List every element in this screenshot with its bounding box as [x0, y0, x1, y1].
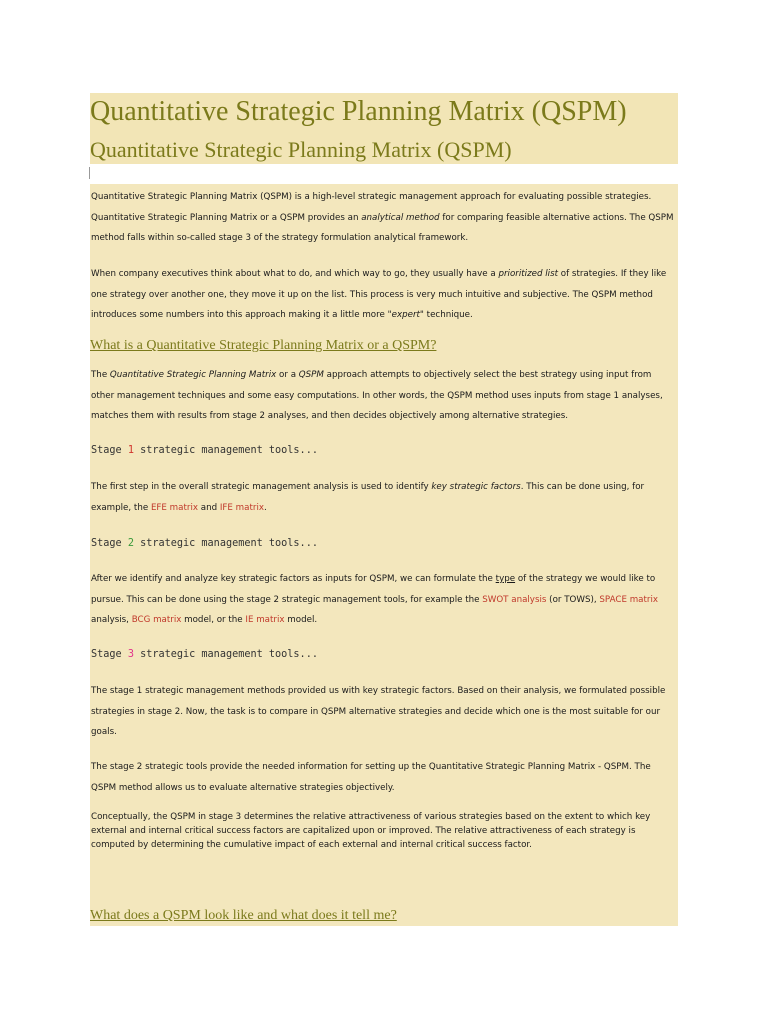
intro-emphasis: analytical method — [361, 212, 440, 223]
stage3-number: 3 — [127, 649, 134, 660]
intro-paragraph — [91, 187, 677, 249]
para2-text-a: When company executives think about what to do, and which way to go, they usually have a — [91, 269, 499, 279]
para2-emphasis-list: prioritized list — [498, 269, 559, 279]
intro-text-c: for comparing feasible alternative actions. The QSPM method falls within so-called stage 3 of the strategy formulation analytical framework. — [91, 212, 674, 243]
intro-text-a: Quantitative Strategic Planning Matrix (QSPM) is a high-level strategic management approach for evaluating possible strategies. Quantitative Strategic Planning Matrix or a QSPM provides an — [91, 192, 652, 223]
para4-text-g: . — [264, 502, 267, 513]
para2-text-e: " technique. — [419, 310, 473, 320]
para5-text-a: After we identify and analyze key strategic factors as inputs for QSPM, we can formulate the — [91, 574, 496, 584]
space-matrix-link[interactable]: SPACE matrix — [599, 594, 659, 605]
para5-text-k: model. — [284, 615, 318, 625]
stage1-suffix: strategic management tools... — [133, 445, 318, 456]
para3-emphasis-name: Quantitative Strategic Planning Matrix — [109, 370, 277, 380]
stage-3-label — [91, 648, 318, 662]
stage2-number: 2 — [127, 538, 134, 549]
para4-text-e: and — [198, 502, 220, 513]
paragraph-4 — [91, 477, 677, 518]
para4-text-a: The first step in the overall strategic management analysis is used to identify — [91, 482, 432, 492]
page-title: Quantitative Strategic Planning Matrix (QSPM) — [90, 96, 627, 127]
efe-matrix-link[interactable]: EFE matrix — [150, 502, 198, 513]
para5-text-e: (or TOWS), — [546, 594, 600, 605]
bcg-matrix-link[interactable]: BCG matrix — [131, 615, 182, 625]
ife-matrix-link[interactable]: IFE matrix — [219, 502, 265, 513]
stage3-suffix: strategic management tools... — [133, 649, 318, 660]
paragraph-2 — [91, 264, 677, 326]
para2-text-c: of strategies. If they like one strategy over another one, they move it up on the list. This process is very much intuitive and subjective. The QSPM method introduces some numbers into this approach making it a little more " — [91, 269, 667, 320]
para3-text-e: approach attempts to objectively select the best strategy using input from other management techniques and some easy computations. In other words, the QSPM method uses inputs from stage 1 analyses, matches them with results from stage 2 analyses, and then decides objectively among alternative strategies. — [91, 370, 663, 421]
type-link[interactable]: type — [495, 574, 516, 584]
ie-matrix-link[interactable]: IE matrix — [245, 615, 285, 625]
text-cursor-mark — [89, 167, 90, 179]
paragraph-7: The stage 2 strategic tools provide the needed information for setting up the Quantitative Strategic Planning Matrix - QSPM. The QSPM method allows us to evaluate alternative strategies objectively. — [91, 762, 651, 793]
swot-analysis-link[interactable]: SWOT analysis — [482, 594, 547, 605]
stage-2-label — [91, 537, 318, 551]
section-heading-what-is-qspm: What is a Quantitative Strategic Planning Matrix or a QSPM? — [90, 338, 437, 353]
stage1-prefix: Stage — [91, 445, 128, 456]
stage2-prefix: Stage — [91, 538, 128, 549]
para5-text-g: analysis, — [91, 615, 132, 625]
section-heading-qspm-look: What does a QSPM look like and what does it tell me? — [90, 908, 397, 923]
para5-text-i: model, or the — [181, 615, 246, 625]
para4-emphasis: key strategic factors — [431, 482, 521, 492]
para3-text-c: or a — [276, 370, 299, 380]
para4-text-c: . This can be done using, for example, the — [91, 482, 645, 513]
stage2-suffix: strategic management tools... — [133, 538, 318, 549]
page-subtitle: Quantitative Strategic Planning Matrix (QSPM) — [90, 137, 512, 162]
stage-1-label — [91, 444, 318, 458]
para3-emphasis-qspm: QSPM — [298, 370, 324, 380]
para2-emphasis-expert: expert — [391, 310, 420, 320]
stage1-number: 1 — [127, 445, 134, 456]
stage3-prefix: Stage — [91, 649, 128, 660]
para3-text-a: The — [91, 370, 110, 380]
para5-text-c: of the strategy we would like to pursue. This can be done using the stage 2 strategic management tools, for example the — [91, 574, 656, 605]
paragraph-3 — [91, 365, 677, 427]
paragraph-8: Conceptually, the QSPM in stage 3 determines the relative attractiveness of various strategies based on the extent to which key external and internal critical success factors are capitalized upon or improved. The relative attractiveness of each strategy is computed by determining the cumulative impact of each external and internal critical success factor. — [91, 812, 651, 850]
paragraph-6: The stage 1 strategic management methods provided us with key strategic factors. Based on their analysis, we formulated possible strategies in stage 2. Now, the task is to compare in QSPM alternative strategies and decide which one is the most suitable for our goals. — [91, 686, 666, 737]
paragraph-5 — [91, 569, 677, 631]
